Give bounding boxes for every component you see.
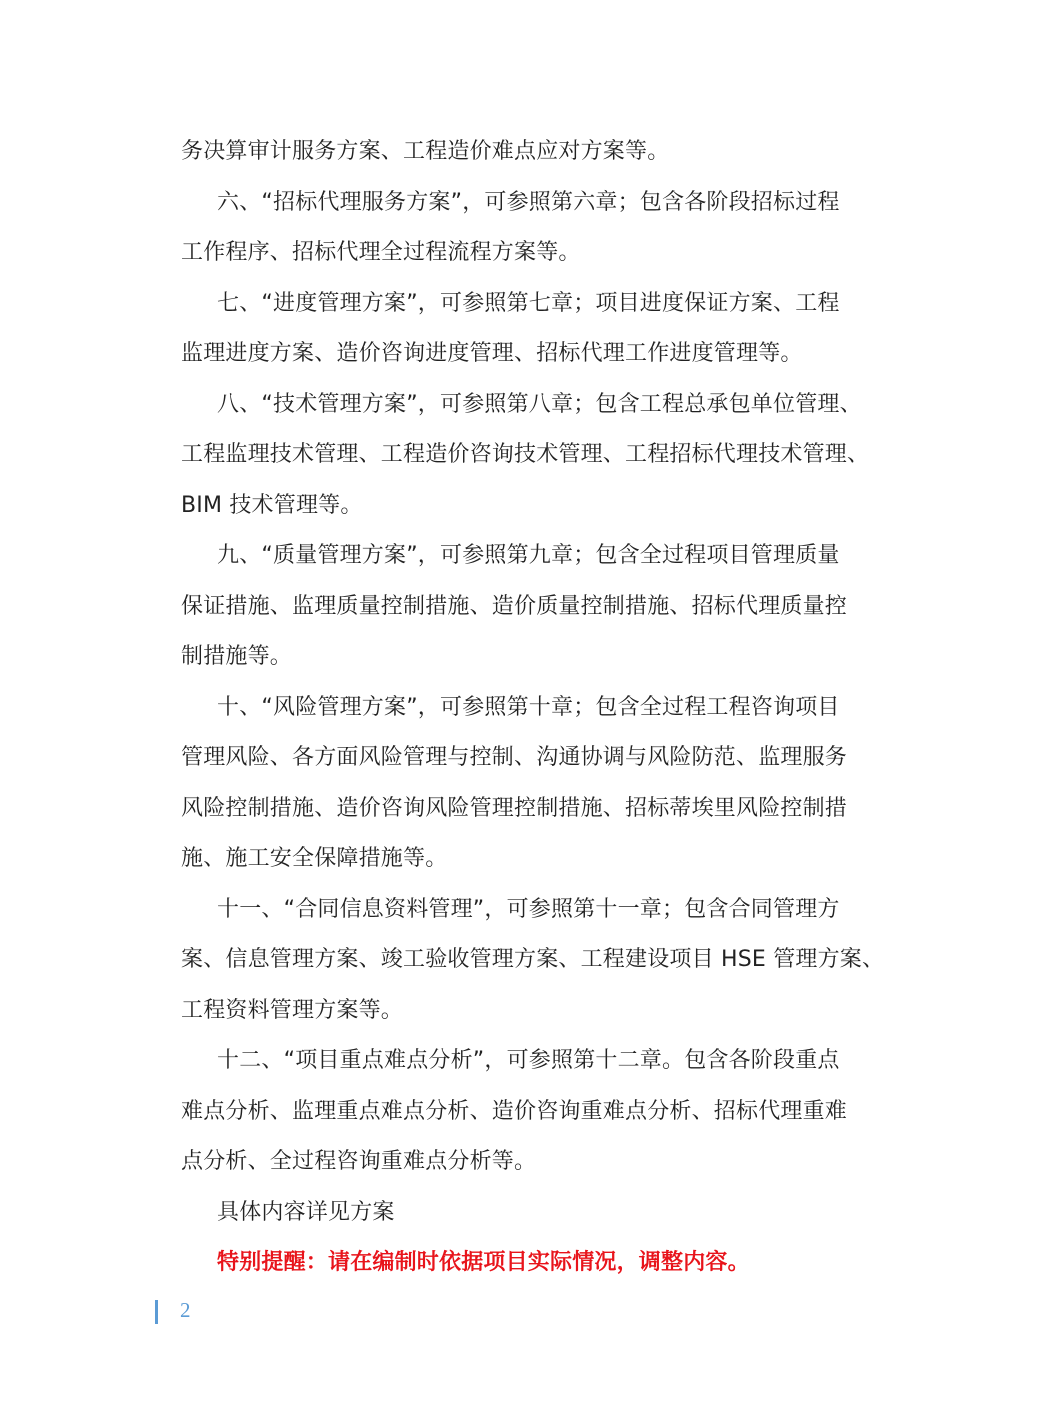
special-reminder: 特别提醒：请在编制时依据项目实际情况，调整内容。 [217, 1250, 750, 1275]
paragraph-line: 风险控制措施、造价咨询风险管理控制措施、招标蒂埃里风险控制措 [181, 795, 848, 821]
paragraph-line: 难点分析、监理重点难点分析、造价咨询重难点分析、招标代理重难 [181, 1098, 848, 1124]
section-six-heading-line: 六、“招标代理服务方案”，可参照第六章；包含各阶段招标过程 [217, 189, 840, 215]
section-twelve-heading-line: 十二、“项目重点难点分析”，可参照第十二章。包含各阶段重点 [217, 1048, 840, 1073]
paragraph-line: 点分析、全过程咨询重难点分析等。 [181, 1149, 537, 1174]
paragraph-line: 制措施等。 [181, 644, 293, 669]
section-eight-heading-line: 八、“技术管理方案”，可参照第八章；包含工程总承包单位管理、 [217, 391, 862, 417]
section-nine-heading-line: 九、“质量管理方案”，可参照第九章；包含全过程项目管理质量 [217, 543, 840, 568]
paragraph-line: 管理风险、各方面风险管理与控制、沟通协调与风险防范、监理服务 [181, 745, 848, 770]
page-number: 2 [180, 1298, 191, 1322]
section-seven-heading-line: 七、“进度管理方案”，可参照第七章；项目进度保证方案、工程 [217, 290, 840, 316]
paragraph-line: 案、信息管理方案、竣工验收管理方案、工程建设项目 HSE 管理方案、 [181, 947, 885, 972]
details-note-line: 具体内容详见方案 [217, 1199, 395, 1225]
footer-accent-bar [155, 1300, 158, 1324]
document-body [181, 127, 885, 1289]
paragraph-line: 施、施工安全保障措施等。 [181, 846, 448, 871]
section-eleven-heading-line: 十一、“合同信息资料管理”，可参照第十一章；包含合同管理方 [217, 896, 840, 922]
paragraph-line: 务决算审计服务方案、工程造价难点应对方案等。 [181, 139, 670, 164]
section-ten-heading-line: 十、“风险管理方案”，可参照第十章；包含全过程工程咨询项目 [217, 694, 840, 720]
paragraph-line: 监理进度方案、造价咨询进度管理、招标代理工作进度管理等。 [181, 341, 803, 366]
paragraph-line: BIM 技术管理等。 [181, 492, 363, 518]
paragraph-line: 工程监理技术管理、工程造价咨询技术管理、工程招标代理技术管理、 [181, 442, 870, 467]
paragraph-line: 保证措施、监理质量控制措施、造价质量控制措施、招标代理质量控 [181, 593, 848, 619]
paragraph-line: 工程资料管理方案等。 [181, 997, 404, 1023]
paragraph-line: 工作程序、招标代理全过程流程方案等。 [181, 240, 581, 265]
